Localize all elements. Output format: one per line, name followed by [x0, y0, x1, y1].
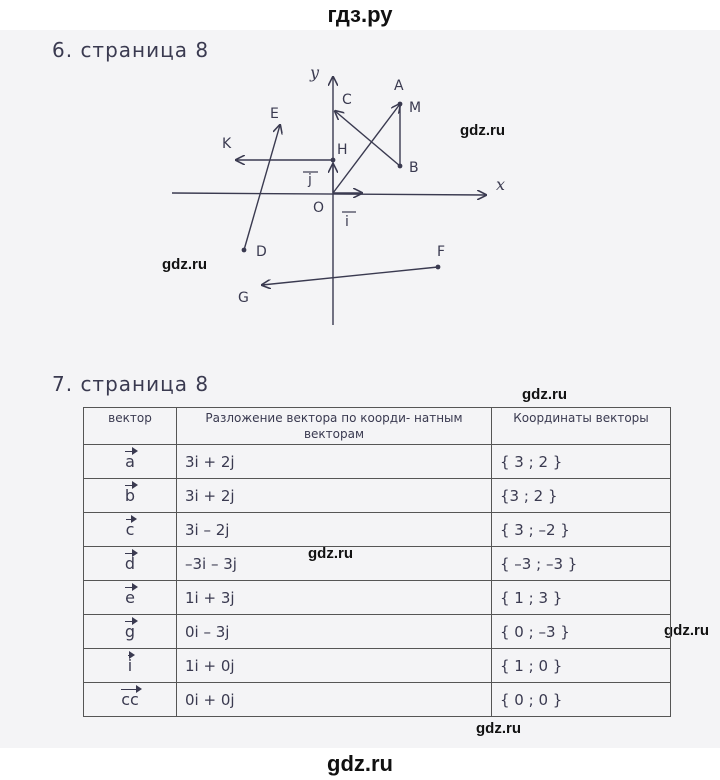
- table-row: [84, 649, 671, 683]
- vector-decomposition: 3i + 2j: [177, 445, 492, 479]
- point-m-label: M: [409, 100, 422, 116]
- unit-vector-j-label: j: [308, 172, 312, 188]
- origin-label: O: [313, 200, 325, 216]
- vector-de: [244, 125, 280, 250]
- vector-coordinates: { 3 ; 2 }: [492, 445, 671, 479]
- vector-coordinates: { 3 ; –2 }: [492, 513, 671, 547]
- vector-decomposition: 0i – 3j: [177, 615, 492, 649]
- vector-name: b: [124, 486, 136, 505]
- point-e-label: E: [270, 106, 279, 122]
- vector-table: [83, 407, 671, 717]
- watermark: gdz.ru: [476, 720, 521, 737]
- point-c-label: C: [342, 92, 352, 108]
- point-d-label: D: [256, 244, 267, 260]
- vector-name: a: [125, 452, 135, 471]
- point-g-label: G: [238, 290, 249, 306]
- point-h-label: H: [337, 142, 348, 158]
- table-row: [84, 479, 671, 513]
- table-row: [84, 683, 671, 717]
- vector-coordinates: { –3 ; –3 }: [492, 547, 671, 581]
- vector-name: d: [124, 554, 136, 573]
- table-row: [84, 547, 671, 581]
- header-decomposition: Разложение вектора по коорди- натным векторам: [177, 408, 492, 445]
- point-b-label: B: [409, 160, 419, 176]
- vector-fg: [262, 267, 438, 285]
- vector-decomposition: 3i + 2j: [177, 479, 492, 513]
- vector-decomposition: 1i + 0j: [177, 649, 492, 683]
- watermark: gdz.ru: [664, 622, 709, 639]
- vector-name: i: [127, 656, 133, 675]
- watermark: gdz.ru: [522, 386, 567, 403]
- x-axis-label: x: [496, 175, 506, 194]
- point-d: [242, 248, 247, 253]
- watermark: gdz.ru: [308, 545, 353, 562]
- vector-coordinates: {3 ; 2 }: [492, 479, 671, 513]
- vector-decomposition: –3i – 3j: [177, 547, 492, 581]
- vector-decomposition: 1i + 3j: [177, 581, 492, 615]
- table-header-row: [84, 408, 671, 445]
- vector-name: g: [124, 622, 136, 641]
- table-row: [84, 445, 671, 479]
- point-a-label: A: [394, 78, 404, 94]
- unit-vector-i-label: i: [345, 214, 349, 230]
- table-row: [84, 615, 671, 649]
- vector-decomposition: 0i + 0j: [177, 683, 492, 717]
- point-f-label: F: [437, 244, 446, 260]
- header-coordinates: Координаты векторы: [492, 408, 671, 445]
- site-footer: gdz.ru: [0, 748, 720, 780]
- vector-coordinates: { 1 ; 3 }: [492, 581, 671, 615]
- header-vector: вектор: [84, 408, 177, 445]
- site-header: гдз.ру: [0, 0, 720, 30]
- point-k-label: K: [222, 136, 232, 152]
- x-axis: [172, 193, 486, 195]
- vector-decomposition: 3i – 2j: [177, 513, 492, 547]
- point-f: [436, 265, 441, 270]
- vector-name: cc: [121, 690, 139, 709]
- vector-name: c: [125, 520, 135, 539]
- vector-coordinates: { 1 ; 0 }: [492, 649, 671, 683]
- table-row: [84, 581, 671, 615]
- y-axis-label: y: [310, 63, 320, 82]
- section-7-heading: 7. страница 8: [52, 372, 210, 396]
- vector-coordinates: { 0 ; –3 }: [492, 615, 671, 649]
- point-b: [398, 164, 403, 169]
- table-row: [84, 513, 671, 547]
- point-a: [398, 102, 403, 107]
- watermark: gdz.ru: [162, 256, 207, 273]
- section-6-heading: 6. страница 8: [52, 38, 210, 62]
- watermark: gdz.ru: [460, 122, 505, 139]
- vector-name: e: [125, 588, 135, 607]
- vector-coordinates: { 0 ; 0 }: [492, 683, 671, 717]
- point-h: [331, 158, 336, 163]
